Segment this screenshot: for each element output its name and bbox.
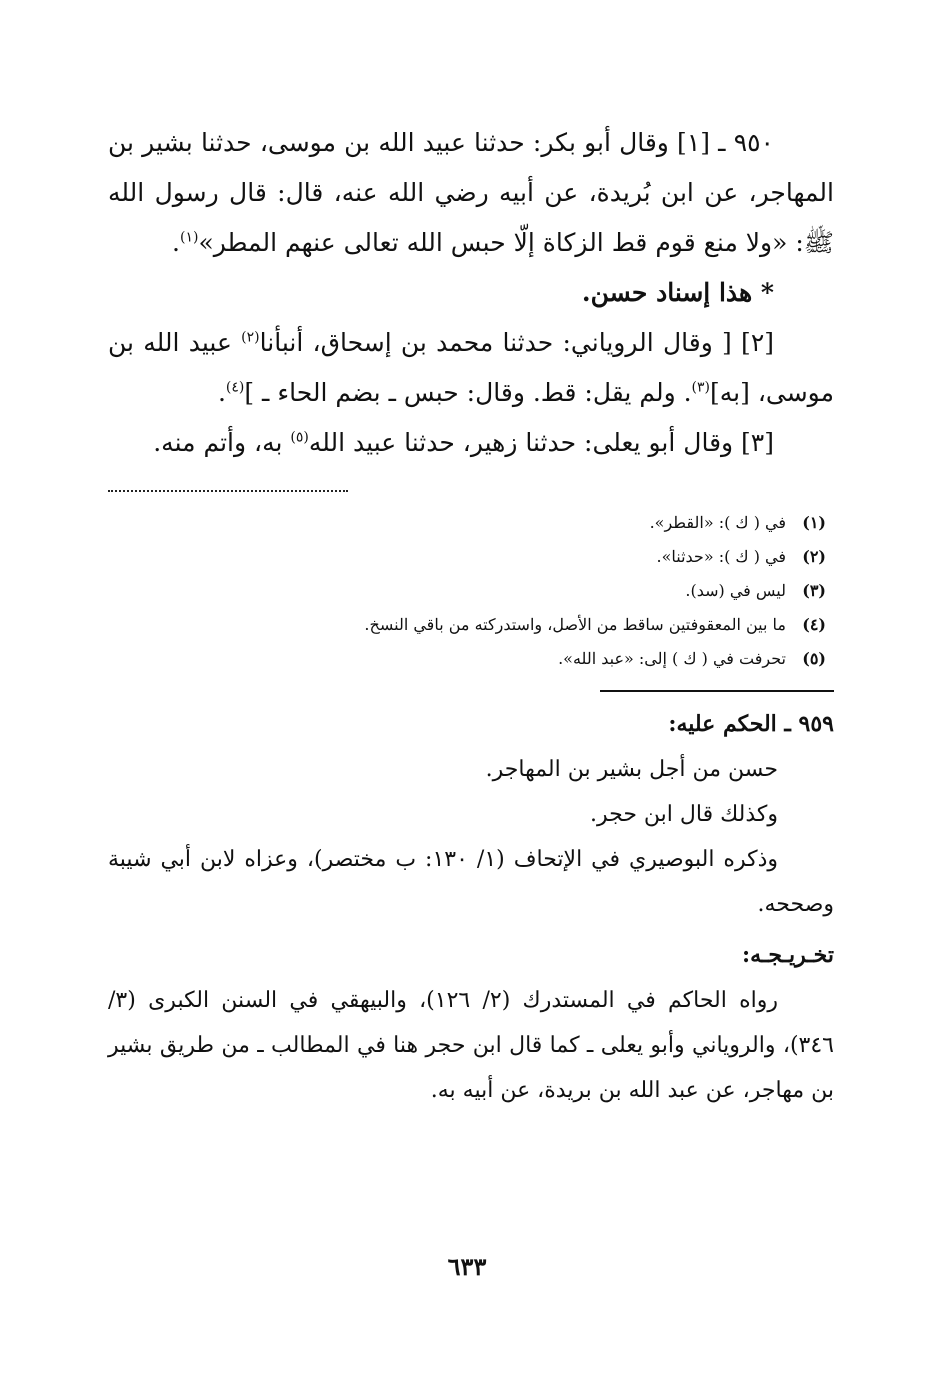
ruyani-text-c: . ولم يقل: قط. وقال: حبس ـ بضم الحاء ـ ] [244, 378, 692, 407]
footnote-number: (٤) [802, 615, 826, 634]
takhrij-section [108, 933, 834, 1113]
hadith-950-paragraph: ٩٥٠ ـ [١] وقال أبو بكر: حدثنا عبيد الله بن موسى، حدثنا بشير بن المهاجر، عن ابن بُريدة، عن أبيه رضي الله عنه، قال: قال رسول الله ﷺ: «ولا منع قوم قط الزكاة إلّا حبس الله تعالى عنهم المطر»$^{(١)}$. [108, 128, 834, 257]
page-content [108, 118, 834, 1113]
takhrij-text: رواه الحاكم في المستدرك (٢/ ١٢٦)، والبيهقي في السنن الكبرى (٣/ ٣٤٦)، والروياني وأبو يعلى ـ كما قال ابن حجر هنا في المطالب ـ من طريق بشير بن مهاجر، عن عبد الله بن بريدة، عن أبيه به. [108, 988, 834, 1103]
isnad-grade: * هذا إسناد حسن. [581, 278, 774, 307]
footnote-number: (٥) [802, 649, 826, 668]
footnote-ref-3: (٣) [691, 379, 711, 396]
footnote-text: في ( ك ): «حدثنا». [656, 547, 786, 566]
footnote-separator [108, 490, 348, 492]
footnote-ref-2: (٢) [241, 329, 260, 346]
ruling-line-1: حسن من أجل بشير بن المهاجر. [485, 757, 778, 782]
abu-yala-paragraph [108, 418, 834, 468]
footnotes [108, 506, 834, 676]
main-text [108, 118, 834, 468]
footnote-item [108, 574, 826, 608]
page-number: ٦٣٣ [447, 1252, 487, 1281]
ruling-section [108, 702, 834, 927]
footnote-text: في ( ك ): «القطر». [649, 513, 786, 532]
footnote-number: (٣) [802, 581, 826, 600]
ruyani-text-b: عبيد الله بن موسى، [به] [108, 328, 834, 407]
footnote-item [108, 540, 826, 574]
footnote-text: ما بين المعقوفتين ساقط من الأصل، واستدركته من باقي النسخ. [364, 615, 786, 634]
abu-yala-text-b: به، وأتم منه. [153, 428, 291, 457]
takhrij-heading: تخـريـجـه: [741, 942, 834, 968]
footnote-number: (٢) [802, 547, 826, 566]
footnote-item [108, 642, 826, 676]
abu-yala-text-a: [٣] وقال أبو يعلى: حدثنا زهير، حدثنا عبيد الله [308, 428, 774, 457]
footnote-number: (١) [802, 513, 826, 532]
footnote-ref-4: (٤) [225, 379, 245, 396]
ruling-heading: ٩٥٩ ـ الحكم عليه: [668, 711, 834, 737]
ruling-line-3: وذكره البوصيري في الإتحاف (١/ ١٣٠: ب مختصر)، وعزاه لابن أبي شيبة وصححه. [108, 847, 834, 917]
footnote-text: ليس في (سد). [685, 581, 786, 600]
footnote-ref-1: (١) [179, 229, 199, 246]
ruyani-text-a: [٢] [ وقال الروياني: حدثنا محمد بن إسحاق، أنبأنا [259, 328, 775, 357]
footnote-item [108, 506, 826, 540]
footnote-text: تحرفت في ( ك ) إلى: «عبد الله». [558, 649, 786, 668]
footnote-item [108, 608, 826, 642]
hadith-950-text: ٩٥٠ ـ [١] وقال أبو بكر: حدثنا عبيد الله بن موسى، حدثنا بشير بن المهاجر، عن ابن بُريدة، عن أبيه رضي الله عنه، قال: قال رسول الله ﷺ: «ولا منع قوم قط الزكاة إلّا حبس الله تعالى عنهم المطر» [108, 128, 834, 257]
section-rule [600, 690, 834, 692]
ruling-line-2: وكذلك قال ابن حجر. [590, 802, 778, 827]
ruyani-paragraph: [٢] [ وقال الروياني: حدثنا محمد بن إسحاق، أنبأنا$^{(٢)}$ عبيد الله بن موسى، [به]$^{(٣)}$. ولم يقل: قط. وقال: حبس ـ بضم الحاء ـ ]$^{(٤)}$. [108, 328, 834, 407]
footnote-ref-5: (٥) [290, 429, 309, 446]
